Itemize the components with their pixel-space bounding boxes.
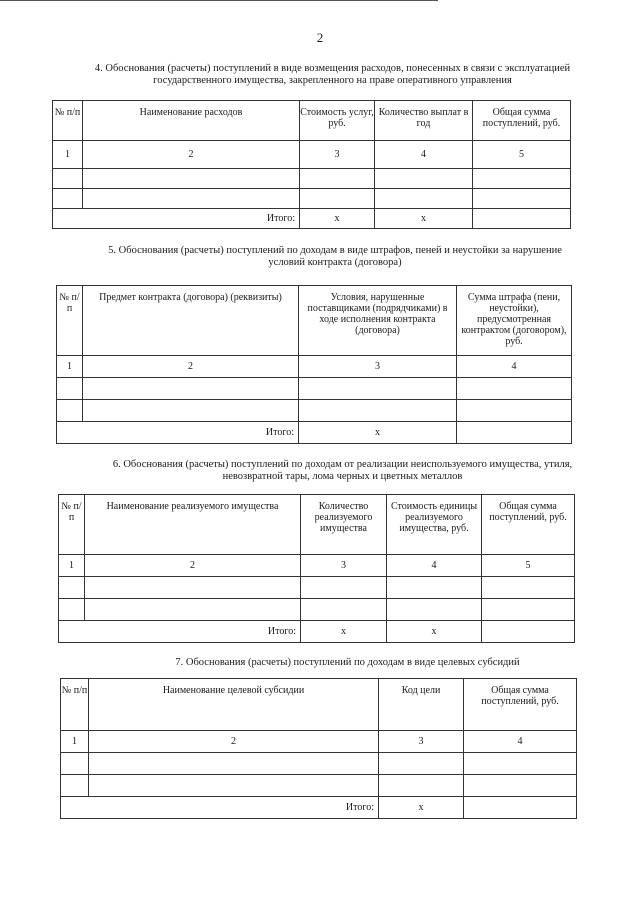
table-header-row bbox=[57, 286, 572, 356]
col-number-cell: 5 bbox=[473, 141, 571, 169]
empty-cell bbox=[299, 378, 457, 400]
col-number-cell: 2 bbox=[83, 141, 300, 169]
total-mark: x bbox=[387, 621, 482, 643]
empty-cell bbox=[482, 577, 575, 599]
empty-cell bbox=[473, 209, 571, 229]
col-number-cell: 3 bbox=[300, 141, 375, 169]
table-total-row bbox=[57, 422, 572, 444]
empty-cell bbox=[59, 577, 85, 599]
col-header-total-amount: Общая сумма поступлений, руб. bbox=[482, 495, 575, 555]
section-6-title bbox=[90, 459, 595, 483]
empty-cell bbox=[61, 753, 89, 775]
section-4-title-line1: 4. Обоснования (расчеты) поступлений в виде возмещения расходов, понесенных в связи с эксплуатацией bbox=[94, 63, 571, 74]
empty-cell bbox=[299, 400, 457, 422]
empty-cell bbox=[301, 577, 387, 599]
table-row bbox=[59, 555, 575, 577]
col-number-cell: 3 bbox=[301, 555, 387, 577]
col-header-number: № п/п bbox=[53, 101, 83, 141]
empty-cell bbox=[300, 189, 375, 209]
empty-cell bbox=[59, 599, 85, 621]
total-label: Итого: bbox=[61, 797, 379, 819]
col-header-total-amount: Общая сумма поступлений, руб. bbox=[464, 679, 577, 731]
col-number-cell: 4 bbox=[387, 555, 482, 577]
empty-cell bbox=[300, 169, 375, 189]
table-header-row bbox=[53, 101, 571, 141]
section-6-table bbox=[58, 494, 575, 643]
empty-cell bbox=[301, 599, 387, 621]
total-label: Итого: bbox=[53, 209, 300, 229]
empty-cell bbox=[457, 400, 572, 422]
section-6-title-line1: 6. Обоснования (расчеты) поступлений по доходам от реализации неиспользуемого имущества, утиля, bbox=[112, 459, 573, 470]
section-5-title bbox=[90, 245, 580, 269]
total-mark: x bbox=[375, 209, 473, 229]
col-number-cell: 4 bbox=[375, 141, 473, 169]
table-row bbox=[61, 753, 577, 775]
col-number-cell: 1 bbox=[53, 141, 83, 169]
empty-cell bbox=[83, 189, 300, 209]
total-label: Итого: bbox=[57, 422, 299, 444]
section-7-title-line1: 7. Обоснования (расчеты) поступлений по доходам в виде целевых субсидий bbox=[175, 657, 520, 668]
empty-cell bbox=[457, 378, 572, 400]
table-row bbox=[53, 169, 571, 189]
col-header-unit-cost: Стоимость единицы реализуемого имущества, руб. bbox=[387, 495, 482, 555]
empty-cell bbox=[473, 189, 571, 209]
table-row bbox=[53, 141, 571, 169]
section-5-title-line2: условий контракта (договора) bbox=[268, 257, 402, 268]
col-number-cell: 1 bbox=[57, 356, 83, 378]
table-row bbox=[59, 577, 575, 599]
section-6-title-line2: невозвратной тары, лома черных и цветных металлов bbox=[222, 471, 463, 482]
empty-cell bbox=[375, 169, 473, 189]
total-mark: x bbox=[301, 621, 387, 643]
table-header-row bbox=[61, 679, 577, 731]
section-4-title bbox=[60, 63, 605, 87]
col-number-cell: 2 bbox=[85, 555, 301, 577]
total-mark: x bbox=[299, 422, 457, 444]
table-row bbox=[61, 775, 577, 797]
empty-cell bbox=[457, 422, 572, 444]
section-7-table bbox=[60, 678, 577, 819]
col-number-cell: 2 bbox=[89, 731, 379, 753]
col-header-number: № п/п bbox=[61, 679, 89, 731]
col-header-payments-per-year: Количество выплат в год bbox=[375, 101, 473, 141]
col-header-property-name: Наименование реализуемого имущества bbox=[85, 495, 301, 555]
col-number-cell: 1 bbox=[59, 555, 85, 577]
empty-cell bbox=[482, 599, 575, 621]
empty-cell bbox=[464, 797, 577, 819]
total-mark: x bbox=[379, 797, 464, 819]
empty-cell bbox=[387, 577, 482, 599]
col-number-cell: 1 bbox=[61, 731, 89, 753]
col-number-cell: 3 bbox=[379, 731, 464, 753]
empty-cell bbox=[83, 169, 300, 189]
empty-cell bbox=[482, 621, 575, 643]
col-number-cell: 3 bbox=[299, 356, 457, 378]
table-header-row bbox=[59, 495, 575, 555]
table-row bbox=[57, 400, 572, 422]
col-header-violated-conditions: Условия, нарушенные поставщиками (подрядчиками) в ходе исполнения контракта (договора) bbox=[299, 286, 457, 356]
col-header-quantity: Количество реализуемого имущества bbox=[301, 495, 387, 555]
col-number-cell: 5 bbox=[482, 555, 575, 577]
col-number-cell: 4 bbox=[457, 356, 572, 378]
empty-cell bbox=[61, 775, 89, 797]
empty-cell bbox=[83, 400, 299, 422]
empty-cell bbox=[57, 400, 83, 422]
section-5-title-line1: 5. Обоснования (расчеты) поступлений по доходам в виде штрафов, пеней и неустойки за нарушение bbox=[108, 245, 562, 256]
table-total-row bbox=[59, 621, 575, 643]
empty-cell bbox=[464, 753, 577, 775]
table-row bbox=[53, 189, 571, 209]
empty-cell bbox=[473, 169, 571, 189]
table-total-row bbox=[61, 797, 577, 819]
empty-cell bbox=[53, 189, 83, 209]
col-number-cell: 2 bbox=[83, 356, 299, 378]
empty-cell bbox=[89, 775, 379, 797]
total-label: Итого: bbox=[59, 621, 301, 643]
empty-cell bbox=[57, 378, 83, 400]
col-header-number: № п/п bbox=[57, 286, 83, 356]
table-row bbox=[59, 599, 575, 621]
empty-cell bbox=[53, 169, 83, 189]
table-row bbox=[57, 378, 572, 400]
table-row bbox=[57, 356, 572, 378]
col-header-purpose-code: Код цели bbox=[379, 679, 464, 731]
col-header-penalty-amount: Сумма штрафа (пени, неустойки), предусмотренная контрактом (договором), руб. bbox=[457, 286, 572, 356]
empty-cell bbox=[89, 753, 379, 775]
table-row bbox=[61, 731, 577, 753]
col-number-cell: 4 bbox=[464, 731, 577, 753]
empty-cell bbox=[85, 599, 301, 621]
section-7-title bbox=[120, 657, 575, 669]
col-header-number: № п/п bbox=[59, 495, 85, 555]
col-header-contract-subject: Предмет контракта (договора) (реквизиты) bbox=[83, 286, 299, 356]
section-4-title-line2: государственного имущества, закрепленного на праве оперативного управления bbox=[153, 75, 512, 86]
col-header-subsidy-name: Наименование целевой субсидии bbox=[89, 679, 379, 731]
col-header-expense-name: Наименование расходов bbox=[83, 101, 300, 141]
scan-top-edge-line bbox=[0, 0, 438, 1]
section-5-table bbox=[56, 285, 572, 444]
page-number: 2 bbox=[316, 30, 324, 45]
empty-cell bbox=[83, 378, 299, 400]
col-header-service-cost: Стоимость услуг, руб. bbox=[300, 101, 375, 141]
section-4-table bbox=[52, 100, 571, 229]
col-header-total-amount: Общая сумма поступлений, руб. bbox=[473, 101, 571, 141]
empty-cell bbox=[464, 775, 577, 797]
empty-cell bbox=[375, 189, 473, 209]
empty-cell bbox=[387, 599, 482, 621]
table-total-row bbox=[53, 209, 571, 229]
empty-cell bbox=[85, 577, 301, 599]
empty-cell bbox=[379, 775, 464, 797]
total-mark: x bbox=[300, 209, 375, 229]
empty-cell bbox=[379, 753, 464, 775]
